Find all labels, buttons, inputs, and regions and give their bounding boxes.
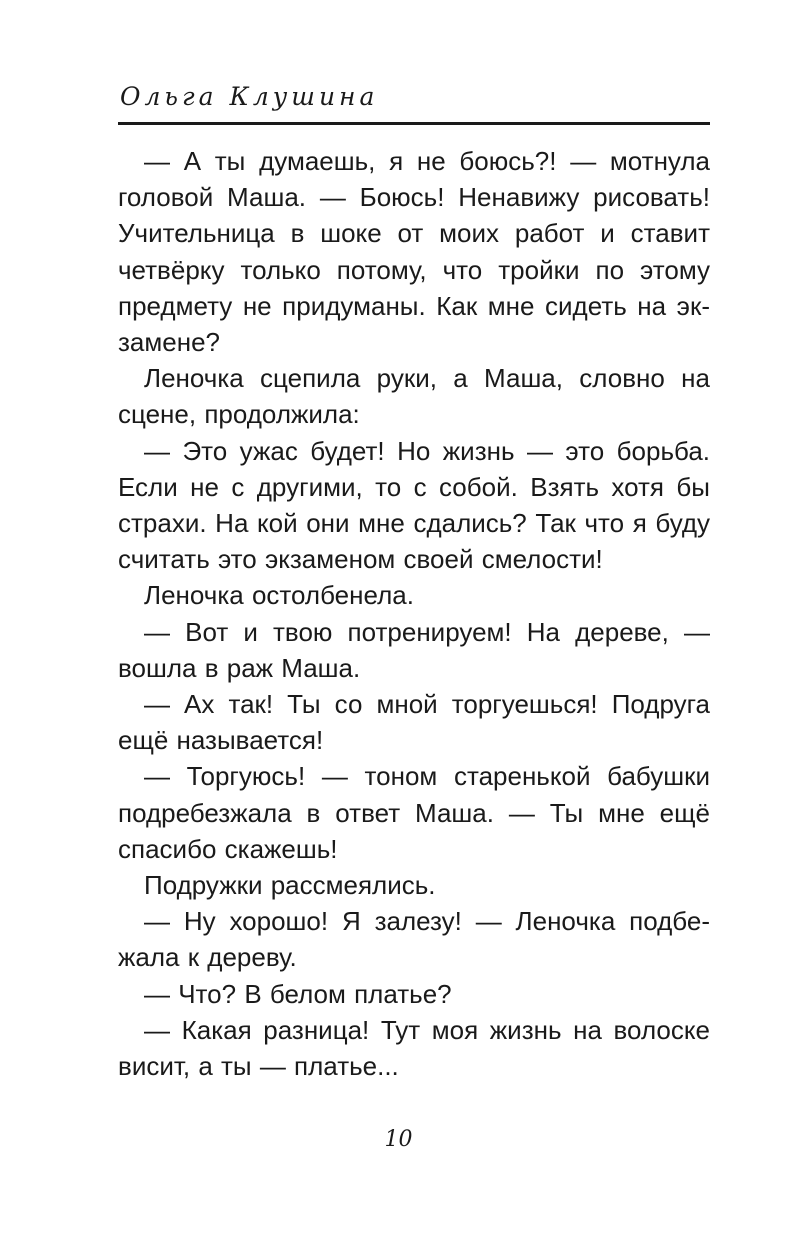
running-header <box>118 78 710 124</box>
paragraph: — Ах так! Ты со мной торгуешься! Подруга ещё называется! <box>118 689 710 756</box>
paragraph: — Торгуюсь! — тоном старенькой бабушки подребезжала в ответ Маша. — Ты мне ещё спасибо скажешь! <box>118 761 710 864</box>
paragraph: Подружки рассмеялись. <box>144 870 436 901</box>
header-rule <box>118 122 710 125</box>
paragraph: Леночка остолбенела. <box>144 580 414 611</box>
paragraph: — Ну хорошо! Я залезу! — Леночка подбежала к дереву. <box>118 906 710 973</box>
paragraph: — Вот и твою потренируем! На дереве, — вошла в раж Маша. <box>118 616 710 683</box>
page-number: 10 <box>384 1127 413 1152</box>
author-name: Ольга Клушина <box>120 82 379 111</box>
paragraph: Леночка сцепила руки, а Маша, словно на сцене, продолжила: <box>118 363 710 430</box>
paragraph: — Это ужас будет! Но жизнь — это борьба. Если не с другими, то с собой. Взять хотя бы страхи. На кой они мне сдались? Так что я буду считать это экзаменом своей смелости! <box>118 435 710 575</box>
body-text <box>118 143 710 1084</box>
paragraph: — Что? В белом платье? <box>144 978 452 1009</box>
paragraph: — А ты думаешь, я не боюсь?! — мотнула головой Маша. — Боюсь! Ненавижу рисовать! Учительница в шоке от моих работ и ставит четвёрку только потому, что тройки по этому предмету не придуманы. Как мне сидеть на экзамене? <box>118 146 710 358</box>
paragraph: — Какая разница! Тут моя жизнь на волоске висит, а ты — платье... <box>118 1014 710 1082</box>
